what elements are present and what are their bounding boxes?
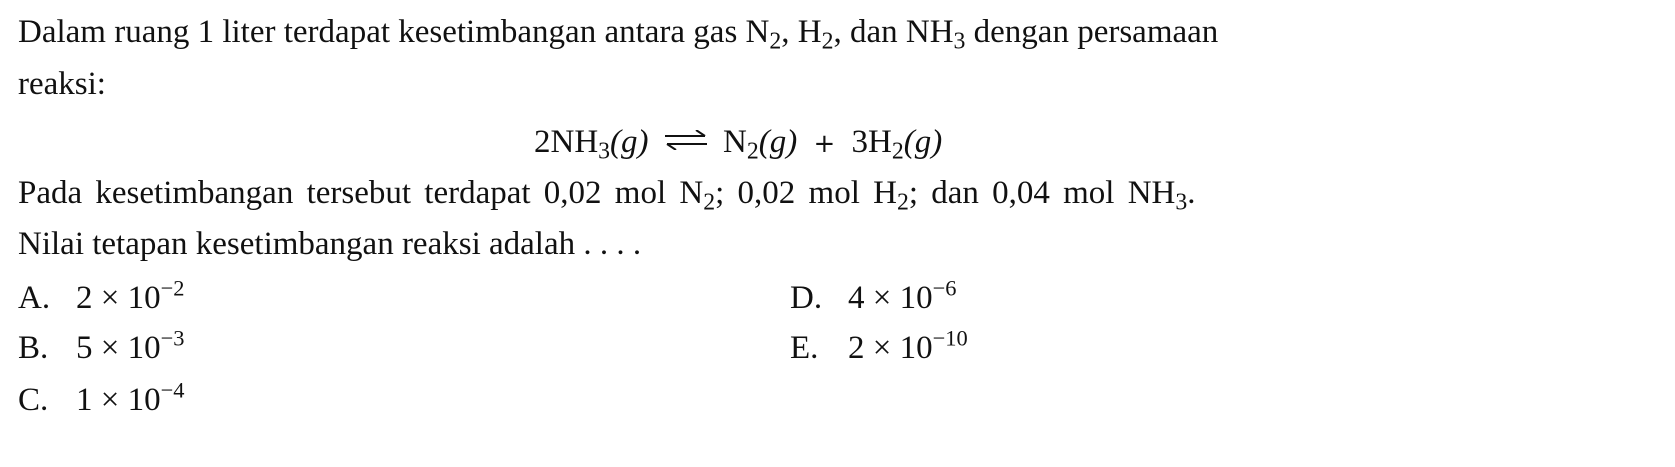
option-c[interactable]: [18, 377, 185, 418]
question-text: Dalam ruang 1 liter terdapat kesetimbangan antara gas N: [18, 14, 770, 50]
question-text: .: [1187, 175, 1196, 211]
option-b[interactable]: [18, 325, 185, 366]
option-letter: B.: [18, 330, 49, 366]
option-letter: A.: [18, 280, 51, 316]
equilibrium-arrow-icon: [663, 130, 709, 150]
question-line-2: [18, 68, 106, 101]
plus-sign: +: [813, 129, 836, 159]
times-sign: ×: [872, 330, 892, 366]
times-sign: ×: [100, 382, 120, 418]
subscript: 2: [746, 138, 759, 165]
option-letter: E.: [790, 330, 819, 366]
option-exponent: −3: [160, 325, 185, 351]
option-letter: C.: [18, 382, 49, 418]
state-label: (g): [758, 124, 798, 160]
option-base: 10: [127, 330, 161, 366]
question-text: , dan NH: [833, 14, 954, 50]
question-text: reaksi:: [18, 66, 106, 102]
subscript: 2: [821, 28, 834, 55]
product: N: [723, 124, 747, 160]
times-sign: ×: [100, 330, 120, 366]
option-d[interactable]: [790, 275, 957, 316]
subscript: 3: [1175, 189, 1188, 216]
question-text: ; 0,02 mol H: [715, 175, 897, 211]
subscript: 2: [896, 189, 909, 216]
question-line-1: [18, 14, 1219, 55]
option-exponent: −4: [160, 377, 185, 403]
subscript: 3: [598, 138, 611, 165]
option-base: 10: [127, 280, 161, 316]
option-base: 10: [127, 382, 161, 418]
option-e[interactable]: [790, 325, 968, 366]
subscript: 2: [891, 138, 904, 165]
subscript: 2: [769, 28, 782, 55]
question-line-3: [18, 175, 1196, 216]
option-coefficient: 1: [76, 382, 93, 418]
question-text: Pada kesetimbangan tersebut terdapat 0,02 mol N: [18, 175, 704, 211]
times-sign: ×: [100, 280, 120, 316]
option-coefficient: 2: [76, 280, 93, 316]
subscript: 3: [953, 28, 966, 55]
option-exponent: −10: [932, 325, 968, 351]
reaction-equation: [534, 124, 943, 165]
product: 3H: [851, 124, 892, 160]
question-line-4: [18, 228, 641, 261]
state-label: (g): [903, 124, 943, 160]
option-base: 10: [899, 330, 933, 366]
option-coefficient: 2: [848, 330, 865, 366]
option-coefficient: 4: [848, 280, 865, 316]
question-text: Nilai tetapan kesetimbangan reaksi adalah . . . .: [18, 226, 642, 262]
option-coefficient: 5: [76, 330, 93, 366]
question-text: , H: [781, 14, 822, 50]
question-text: ; dan 0,04 mol NH: [908, 175, 1176, 211]
option-exponent: −2: [160, 275, 185, 301]
times-sign: ×: [872, 280, 892, 316]
option-a[interactable]: [18, 275, 185, 316]
reactant: 2NH: [534, 124, 599, 160]
option-exponent: −6: [932, 275, 957, 301]
question-text: dengan persamaan: [965, 14, 1219, 50]
option-letter: D.: [790, 280, 823, 316]
state-label: (g): [610, 124, 649, 160]
subscript: 2: [703, 189, 716, 216]
option-base: 10: [899, 280, 933, 316]
